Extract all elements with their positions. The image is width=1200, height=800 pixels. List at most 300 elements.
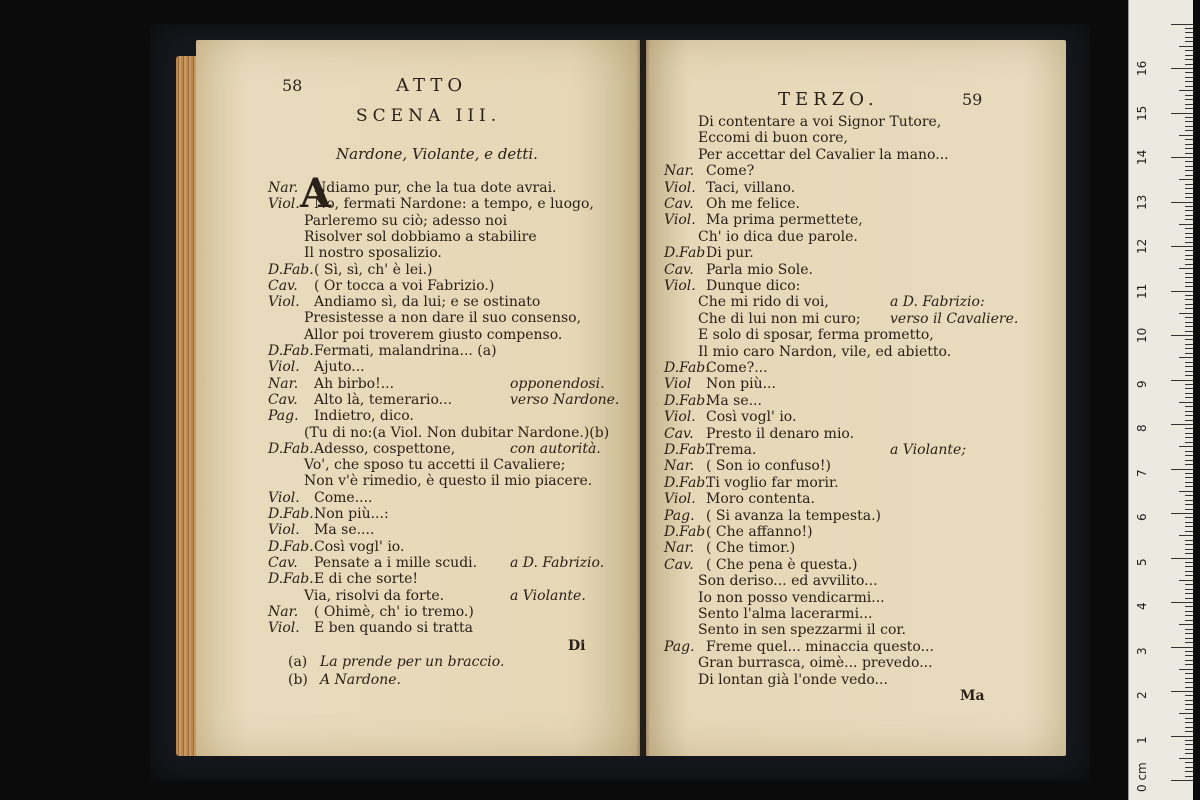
ruler-tick <box>1171 558 1193 559</box>
ruler-tick <box>1185 55 1193 56</box>
catchword: Ma <box>960 688 985 704</box>
ruler-tick <box>1185 633 1193 634</box>
verse-line: Non più...: <box>314 506 389 522</box>
verse-line: Così vogl' io. <box>706 409 797 426</box>
ruler-tick <box>1185 339 1193 340</box>
ruler-tick <box>1185 562 1193 563</box>
speaker-label: D.Fab. <box>268 506 314 522</box>
ruler-tick <box>1185 228 1193 229</box>
ruler-tick <box>1185 148 1193 149</box>
verse-line: ( Ohimè, ch' io tremo.) <box>314 603 474 620</box>
ruler-tick <box>1185 687 1193 688</box>
ruler-tick <box>1185 64 1193 65</box>
ruler-number: 6 <box>1135 513 1149 521</box>
stage-direction: a Violante. <box>510 587 586 604</box>
verse-line: E ben quando si tratta <box>314 620 473 637</box>
speaker-label: Cav. <box>664 425 694 442</box>
ruler-tick <box>1185 771 1193 772</box>
ruler-tick <box>1179 624 1193 625</box>
ruler-number: 9 <box>1135 379 1149 388</box>
ruler-tick <box>1185 749 1193 750</box>
ruler-tick <box>1185 762 1193 763</box>
ruler-tick <box>1185 500 1193 501</box>
verse-line: ( Or tocca a voi Fabrizio.) <box>314 277 495 294</box>
ruler-tick <box>1185 326 1193 327</box>
ruler-tick <box>1171 202 1193 203</box>
ruler-tick <box>1185 415 1193 416</box>
ruler-tick <box>1185 704 1193 705</box>
ruler-tick <box>1185 72 1193 73</box>
verse-line: Il mio caro Nardon, vile, ed abietto. <box>698 343 952 360</box>
verse-line: Il nostro sposalizio. <box>304 245 442 262</box>
ruler-tick <box>1185 598 1193 599</box>
ruler-tick <box>1185 259 1193 260</box>
speaker-label: Pag. <box>268 408 299 425</box>
ruler-number: 14 <box>1135 149 1149 165</box>
ruler-tick <box>1179 135 1193 136</box>
ruler-tick <box>1185 41 1193 42</box>
speaker-label: Nar. <box>664 540 695 557</box>
speaker-label: Cav. <box>268 391 298 408</box>
speaker-label: D.Fab. <box>268 343 314 359</box>
ruler-tick <box>1185 130 1193 131</box>
ruler-tick <box>1185 451 1193 452</box>
ruler-number: 2 <box>1135 691 1149 699</box>
ruler-number: 10 <box>1135 327 1149 343</box>
ruler-tick <box>1185 242 1193 243</box>
ruler-tick <box>1185 531 1193 532</box>
ruler-tick <box>1179 669 1193 670</box>
speaker-label: Viol. <box>664 278 696 294</box>
speaker-label: Cav. <box>268 554 298 571</box>
speaker-label: Cav. <box>664 196 694 212</box>
ruler-tick <box>1185 495 1193 496</box>
verse-line: Presistesse a non dare il suo consenso, <box>304 310 582 327</box>
verse-line: Moro contenta. <box>706 491 815 508</box>
ruler-tick <box>1179 446 1193 447</box>
ruler-tick <box>1185 366 1193 367</box>
ruler-tick <box>1185 584 1193 585</box>
gutter-shadow <box>636 40 650 756</box>
page-number: 59 <box>962 90 983 109</box>
speaker-label: Cav. <box>268 277 298 294</box>
ruler-tick <box>1185 77 1193 78</box>
speaker-label: Cav. <box>664 261 694 278</box>
running-head: ATTO <box>396 75 468 96</box>
ruler-tick <box>1185 651 1193 652</box>
ruler-tick <box>1171 24 1193 25</box>
ruler-tick <box>1185 593 1193 594</box>
verse-line: Ndiamo pur, che la tua dote avrai. <box>314 180 557 196</box>
ruler-tick <box>1185 197 1193 198</box>
verse-line: Ah birbo!... <box>314 375 395 392</box>
ruler-tick <box>1171 68 1193 69</box>
ruler-tick <box>1179 268 1193 269</box>
ruler-tick <box>1185 184 1193 185</box>
verse-line: E solo di sposar, ferma prometto, <box>698 327 934 344</box>
ruler-tick <box>1185 420 1193 421</box>
stage-direction: opponendosi. <box>510 375 605 392</box>
ruler-tick <box>1185 718 1193 719</box>
ruler-tick <box>1185 571 1193 572</box>
verse-line: Dunque dico: <box>706 278 801 294</box>
verse-line: Trema. <box>706 442 757 458</box>
verse-line: Sento in sen spezzarmi il cor. <box>698 622 906 639</box>
speaker-label: D.Fab. <box>268 571 314 588</box>
ruler-tick <box>1185 193 1193 194</box>
ruler-tick <box>1185 264 1193 265</box>
character-list: Nardone, Violante, e detti. <box>336 145 538 163</box>
ruler-tick <box>1185 375 1193 376</box>
ruler-tick <box>1185 709 1193 710</box>
ruler-tick <box>1185 629 1193 630</box>
ruler-tick <box>1185 428 1193 429</box>
verse-line: Ma se.... <box>314 522 375 539</box>
ruler-tick <box>1179 313 1193 314</box>
ruler-tick <box>1171 246 1193 247</box>
ruler-tick <box>1179 224 1193 225</box>
ruler-tick <box>1171 291 1193 292</box>
verse-line: Di contentare a voi Signor Tutore, <box>698 114 942 130</box>
ruler-number: 12 <box>1135 238 1149 254</box>
speaker-label: Viol. <box>664 179 696 196</box>
ruler-tick <box>1185 553 1193 554</box>
ruler-tick <box>1185 166 1193 167</box>
ruler-tick <box>1185 308 1193 309</box>
verse-line: Io non posso vendicarmi... <box>698 589 885 606</box>
ruler-tick <box>1171 513 1193 514</box>
ruler-tick <box>1185 121 1193 122</box>
ruler-tick <box>1179 90 1193 91</box>
ruler-tick <box>1185 28 1193 29</box>
ruler-tick <box>1185 331 1193 332</box>
verse-line: Sento l'alma lacerarmi... <box>698 606 873 622</box>
speaker-label: Viol. <box>664 491 696 508</box>
ruler-tick <box>1185 722 1193 723</box>
verse-line: Fermati, malandrina... (a) <box>314 343 497 359</box>
speaker-label: D.Fab. <box>268 538 314 555</box>
speaker-label: Cav. <box>664 556 694 573</box>
ruler-tick <box>1185 411 1193 412</box>
ruler-tick <box>1171 469 1193 470</box>
ruler-tick <box>1179 580 1193 581</box>
ruler-tick <box>1185 161 1193 162</box>
ruler-tick <box>1185 282 1193 283</box>
ruler-tick <box>1185 273 1193 274</box>
ruler-tick <box>1171 602 1193 603</box>
ruler-tick <box>1185 215 1193 216</box>
ruler-tick <box>1185 188 1193 189</box>
ruler-tick <box>1171 335 1193 336</box>
speaker-label: Pag. <box>664 638 695 655</box>
verse-line: Pensate a i mille scudi. <box>314 554 478 571</box>
ruler-tick <box>1185 371 1193 372</box>
measuring-ruler <box>1128 0 1193 800</box>
footnote-text: A Nardone. <box>320 672 401 688</box>
ruler-tick <box>1171 736 1193 737</box>
verse-line: Ajuto... <box>314 359 365 376</box>
speaker-label: Viol <box>664 376 692 393</box>
stage-direction: a D. Fabrizio: <box>890 294 985 311</box>
ruler-tick <box>1185 250 1193 251</box>
ruler-tick <box>1171 380 1193 381</box>
ruler-tick <box>1185 237 1193 238</box>
ruler-number: 15 <box>1135 105 1149 121</box>
ruler-tick <box>1185 81 1193 82</box>
ruler-number: 5 <box>1135 557 1149 566</box>
speaker-label: Nar. <box>268 180 299 196</box>
ruler-tick <box>1185 753 1193 754</box>
verse-line: Andiamo sì, da lui; e se ostinato <box>314 294 541 311</box>
ruler-tick <box>1185 544 1193 545</box>
verse-line: Parleremo su ciò; adesso noi <box>304 212 508 229</box>
ruler-tick <box>1179 535 1193 536</box>
ruler-tick <box>1185 437 1193 438</box>
verse-line: Non v'è rimedio, è questo il mio piacere. <box>304 473 593 490</box>
ruler-tick <box>1185 611 1193 612</box>
ruler-tick <box>1179 357 1193 358</box>
ruler-number: 4 <box>1135 602 1149 610</box>
speaker-label: Pag. <box>664 507 695 524</box>
ruler-tick <box>1179 491 1193 492</box>
ruler-tick <box>1171 157 1193 158</box>
page-number: 58 <box>282 76 303 95</box>
ruler-tick <box>1185 322 1193 323</box>
ruler-tick <box>1185 286 1193 287</box>
verse-line: Gran burrasca, oimè... prevedo... <box>698 655 933 672</box>
verse-line: Son deriso... ed avvilito... <box>698 573 878 590</box>
ruler-tick <box>1185 304 1193 305</box>
ruler-tick <box>1185 50 1193 51</box>
ruler-tick <box>1185 37 1193 38</box>
ruler-tick <box>1185 144 1193 145</box>
verse-line: Ma prima permettete, <box>706 212 863 229</box>
verse-line: Di pur. <box>706 245 754 262</box>
verse-line: Alto là, temerario... <box>314 391 453 408</box>
speaker-label: D.Fab. <box>664 392 710 409</box>
verse-line: Vo', che sposo tu accetti il Cavaliere; <box>304 457 566 474</box>
verse-line: ( Che timor.) <box>706 540 796 557</box>
ruler-tick <box>1185 206 1193 207</box>
ruler-number: 3 <box>1135 646 1149 655</box>
speaker-label: Nar. <box>268 603 299 620</box>
ruler-tick <box>1185 767 1193 768</box>
ruler-tick <box>1185 655 1193 656</box>
speaker-label: Viol. <box>268 620 300 637</box>
footnote-mark: (a) <box>288 654 308 670</box>
verse-line: Di lontan già l'onde vedo... <box>698 671 888 688</box>
verse-line: Ch' io dica due parole. <box>698 228 858 245</box>
footnote-text: La prende per un braccio. <box>320 654 505 670</box>
speaker-label: D.Fab <box>664 245 706 262</box>
ruler-tick <box>1185 406 1193 407</box>
speaker-label: D.Fab. <box>268 261 314 278</box>
ruler-tick <box>1171 647 1193 648</box>
speaker-label: Nar. <box>664 163 695 180</box>
verse-line: ( Che pena è questa.) <box>706 556 858 573</box>
ruler-tick <box>1185 615 1193 616</box>
ruler-tick <box>1185 397 1193 398</box>
ruler-tick <box>1185 540 1193 541</box>
verse-line: ( Si avanza la tempesta.) <box>706 507 881 524</box>
speaker-label: Viol. <box>664 212 696 229</box>
ruler-tick <box>1185 678 1193 679</box>
verse-line: Indietro, dico. <box>314 408 414 425</box>
speaker-label: D.Fab. <box>664 442 710 458</box>
left-page <box>196 40 640 756</box>
verse-line: Oh me felice. <box>706 196 800 212</box>
running-head: TERZO. <box>778 89 879 110</box>
stage-direction: verso il Cavaliere. <box>890 310 1019 327</box>
ruler-tick <box>1185 682 1193 683</box>
ruler-tick <box>1185 388 1193 389</box>
ruler-tick <box>1171 113 1193 114</box>
ruler-number: 11 <box>1135 283 1149 299</box>
verse-line: Presto il denaro mio. <box>706 425 855 442</box>
ruler-tick <box>1185 482 1193 483</box>
ruler-tick <box>1185 549 1193 550</box>
scene-title: SCENA III. <box>356 106 502 126</box>
ruler-tick <box>1185 32 1193 33</box>
verse-line: Parla mio Sole. <box>706 261 813 278</box>
speaker-label: D.Fab. <box>664 474 710 491</box>
ruler-tick <box>1185 384 1193 385</box>
ruler-tick <box>1179 402 1193 403</box>
ruler-tick <box>1179 713 1193 714</box>
ruler-tick <box>1185 731 1193 732</box>
speaker-label: D.Fab <box>664 524 706 540</box>
speaker-label: Viol. <box>268 359 300 376</box>
ruler-number: 16 <box>1135 60 1149 76</box>
ruler-tick <box>1185 486 1193 487</box>
verse-line: Per accettar del Cavalier la mano... <box>698 146 949 163</box>
verse-line: Che di lui non mi curo; <box>698 310 861 327</box>
catchword: Di <box>568 638 586 654</box>
ruler-tick <box>1185 59 1193 60</box>
ruler-tick <box>1185 233 1193 234</box>
ruler-tick <box>1185 695 1193 696</box>
ruler-number: 7 <box>1135 468 1149 477</box>
ruler-number: 13 <box>1135 194 1149 210</box>
ruler-tick <box>1185 575 1193 576</box>
verse-line: Come.... <box>314 489 373 506</box>
ruler-tick <box>1185 344 1193 345</box>
verse-line: Che mi rido di voi, <box>698 294 829 311</box>
speaker-label: Viol. <box>664 409 696 426</box>
ruler-tick <box>1185 740 1193 741</box>
ruler-tick <box>1185 433 1193 434</box>
ruler-tick <box>1185 473 1193 474</box>
ruler-tick <box>1185 153 1193 154</box>
speaker-label: Viol. <box>268 522 300 539</box>
ruler-tick <box>1179 179 1193 180</box>
ruler-tick <box>1185 744 1193 745</box>
speaker-label: D.Fab. <box>664 360 710 376</box>
ruler-tick <box>1185 104 1193 105</box>
verse-line: Come?... <box>706 360 768 376</box>
ruler-tick <box>1185 464 1193 465</box>
ruler-tick <box>1185 95 1193 96</box>
speaker-label: Viol. <box>268 489 300 506</box>
ruler-tick <box>1179 758 1193 759</box>
ruler-tick <box>1185 638 1193 639</box>
speaker-label: Viol. <box>268 196 300 213</box>
ruler-tick <box>1185 727 1193 728</box>
ruler-tick <box>1185 210 1193 211</box>
ruler-tick <box>1185 117 1193 118</box>
ruler-tick <box>1185 517 1193 518</box>
stage-direction: a Violante; <box>890 442 967 458</box>
verse-line: ( Che affanno!) <box>706 524 813 540</box>
ruler-tick <box>1185 700 1193 701</box>
ruler-tick <box>1185 99 1193 100</box>
ruler-tick <box>1185 126 1193 127</box>
verse-line: No, fermati Nardone: a tempo, e luogo, <box>314 196 594 213</box>
verse-line: Adesso, cospettone, <box>314 440 456 457</box>
ruler-tick <box>1179 46 1193 47</box>
speaker-label: Viol. <box>268 294 300 311</box>
ruler-tick <box>1185 442 1193 443</box>
ruler-tick <box>1171 691 1193 692</box>
ruler-tick <box>1171 780 1193 781</box>
ruler-tick <box>1185 139 1193 140</box>
speaker-label: Nar. <box>268 375 299 392</box>
ruler-tick <box>1185 108 1193 109</box>
ruler-tick <box>1185 660 1193 661</box>
ruler-tick <box>1185 776 1193 777</box>
verse-line: Freme quel... minaccia questo... <box>706 638 934 655</box>
ruler-tick <box>1185 277 1193 278</box>
ruler-tick <box>1185 522 1193 523</box>
ruler-tick <box>1185 255 1193 256</box>
verse-line: Come? <box>706 163 755 180</box>
verse-line: Non più... <box>706 376 776 393</box>
ruler-tick <box>1185 170 1193 171</box>
ruler-tick <box>1185 362 1193 363</box>
stage-direction: a D. Fabrizio. <box>510 554 605 571</box>
verse-line: ( Son io confuso!) <box>706 458 831 475</box>
verse-line: Così vogl' io. <box>314 538 405 555</box>
footnote-mark: (b) <box>288 672 308 688</box>
verse-line: E di che sorte! <box>314 571 418 588</box>
ruler-number: 8 <box>1135 424 1149 432</box>
ruler-tick <box>1185 509 1193 510</box>
ruler-tick <box>1185 353 1193 354</box>
ruler-tick <box>1185 460 1193 461</box>
ruler-tick <box>1185 566 1193 567</box>
ruler-tick <box>1185 620 1193 621</box>
stage-direction: con autorità. <box>510 440 601 457</box>
ruler-tick <box>1185 477 1193 478</box>
ruler-tick <box>1171 424 1193 425</box>
ruler-tick <box>1185 299 1193 300</box>
ruler-tick <box>1185 295 1193 296</box>
drop-cap: A <box>300 170 332 217</box>
ruler-tick <box>1185 86 1193 87</box>
verse-line: Via, risolvi da forte. <box>304 587 445 604</box>
speaker-label: Nar. <box>664 458 695 475</box>
ruler-tick <box>1185 589 1193 590</box>
ruler-unit-label: 0 cm <box>1135 762 1149 792</box>
ruler-tick <box>1185 526 1193 527</box>
verse-line: ( Sì, sì, ch' è lei.) <box>314 261 433 278</box>
ruler-tick <box>1185 175 1193 176</box>
verse-line: Eccomi di buon core, <box>698 130 848 147</box>
verse-line: Ma se... <box>706 392 762 409</box>
ruler-tick <box>1185 393 1193 394</box>
ruler-tick <box>1185 673 1193 674</box>
ruler-tick <box>1185 317 1193 318</box>
